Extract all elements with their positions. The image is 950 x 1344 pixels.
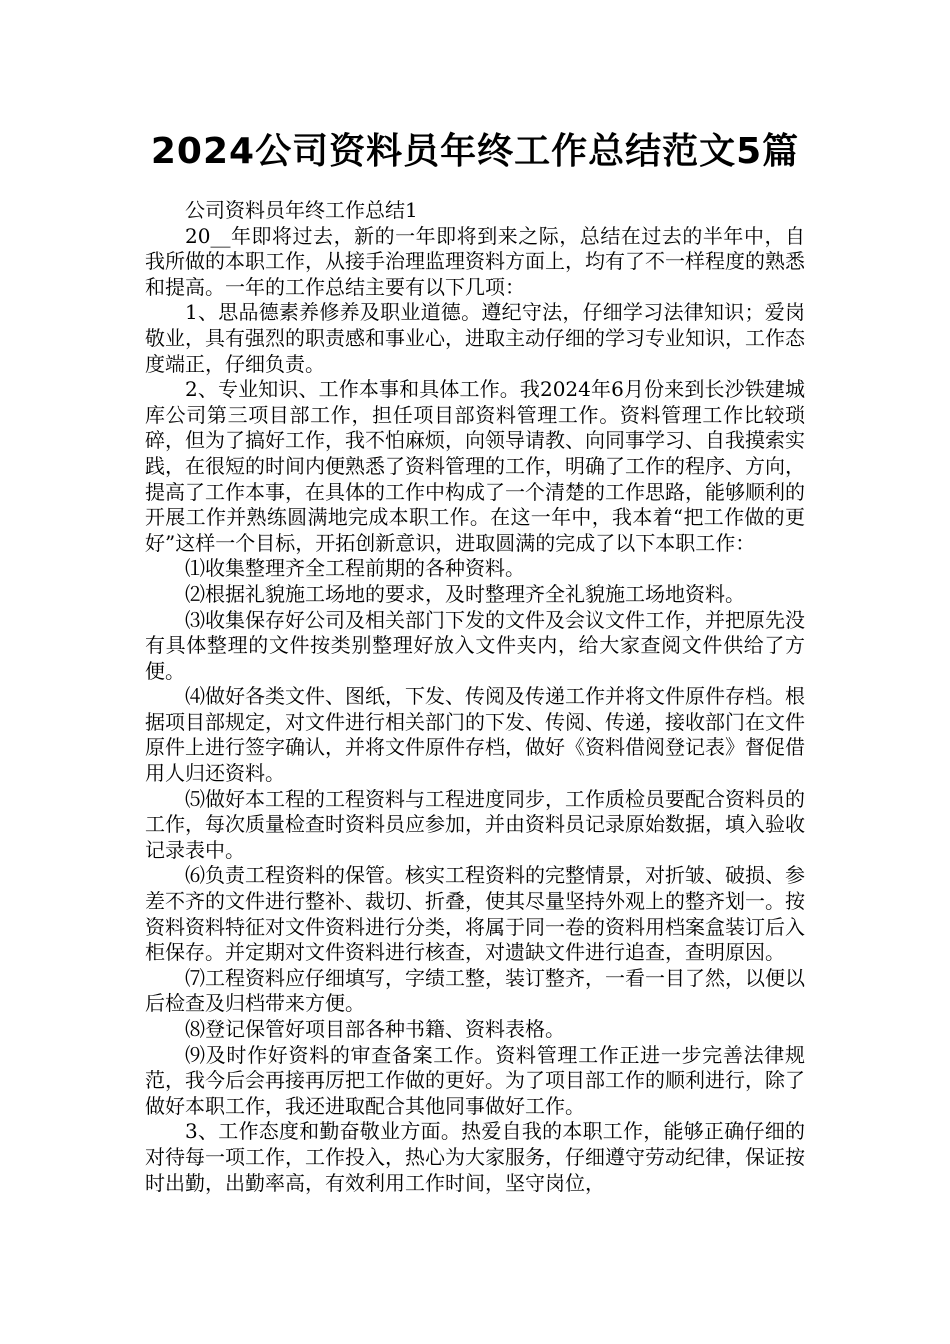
list-item: ⑼及时作好资料的审查备案工作。资料管理工作正进一步完善法律规范，我今后会再接再厉把工作做的更好。为了项目部工作的顺利进行，除了做好本职工作，我还进取配合其他同事做好工作。 xyxy=(145,1042,805,1118)
document-title: 2024公司资料员年终工作总结范文5篇 xyxy=(150,131,800,172)
list-item: ⑴收集整理齐全工程前期的各种资料。 xyxy=(185,556,525,581)
list-item: ⑶收集保存好公司及相关部门下发的文件及会议文件工作，并把原先没有具体整理的文件按类别整理好放入文件夹内，给大家查阅文件供给了方便。 xyxy=(145,607,805,683)
list-item: ⑻登记保管好项目部各种书籍、资料表格。 xyxy=(185,1017,565,1041)
list-item: ⑵根据礼貌施工场地的要求，及时整理齐全礼貌施工场地资料。 xyxy=(185,581,745,606)
paragraph: 1、思品德素养修养及职业道德。遵纪守法，仔细学习法律知识；爱岗敬业，具有强烈的职责感和事业心，进取主动仔细的学习专业知识，工作态度端正，仔细负责。 xyxy=(145,300,805,376)
paragraph: 2、专业知识、工作本事和具体工作。我2024年6月份来到长沙铁建城库公司第三项目部工作，担任项目部资料管理工作。资料管理工作比较琐碎，但为了搞好工作，我不怕麻烦，向领导请教、向同事学习、自我摸索实践，在很短的时间内便熟悉了资料管理的工作，明确了工作的程序、方向，提高了工作本事，在具体的工作中构成了一个清楚的工作思路，能够顺利的开展工作并熟练圆满地完成本职工作。在这一年中，我本着“把工作做的更好”这样一个目标，开拓创新意识，进取圆满的完成了以下本职工作： xyxy=(145,377,805,555)
list-item: ⑷做好各类文件、图纸，下发、传阅及传递工作并将文件原件存档。根据项目部规定，对文件进行相关部门的下发、传阅、传递，接收部门在文件原件上进行签字确认，并将文件原件存档，做好《资料借阅登记表》督促借用人归还资料。 xyxy=(145,684,805,786)
document-body xyxy=(145,198,805,1196)
section-heading: 公司资料员年终工作总结1 xyxy=(185,198,418,222)
paragraph: 20__年即将过去，新的一年即将到来之际，总结在过去的半年中，自我所做的本职工作，从接手治理监理资料方面上，均有了不一样程度的熟悉和提高。一年的工作总结主要有以下几项： xyxy=(145,223,805,299)
list-item: ⑺工程资料应仔细填写，字绩工整，装订整齐，一看一目了然，以便以后检查及归档带来方便。 xyxy=(145,965,805,1016)
paragraph: 3、工作态度和勤奋敬业方面。热爱自我的本职工作，能够正确仔细的对待每一项工作，工作投入，热心为大家服务，仔细遵守劳动纪律，保证按时出勤，出勤率高，有效利用工作时间，坚守岗位， xyxy=(145,1119,805,1195)
list-item: ⑹负责工程资料的保管。核实工程资料的完整情景，对折皱、破损、参差不齐的文件进行整补、裁切、折叠，使其尽量坚持外观上的整齐划一。按资料资料特征对文件资料进行分类，将属于同一卷的资料用档案盒装订后入柜保存。并定期对文件资料进行核查，对遗缺文件进行追查，查明原因。 xyxy=(145,863,805,965)
list-item: ⑸做好本工程的工程资料与工程进度同步，工作质检员要配合资料员的工作，每次质量检查时资料员应参加，并由资料员记录原始数据，填入验收记录表中。 xyxy=(145,786,805,862)
